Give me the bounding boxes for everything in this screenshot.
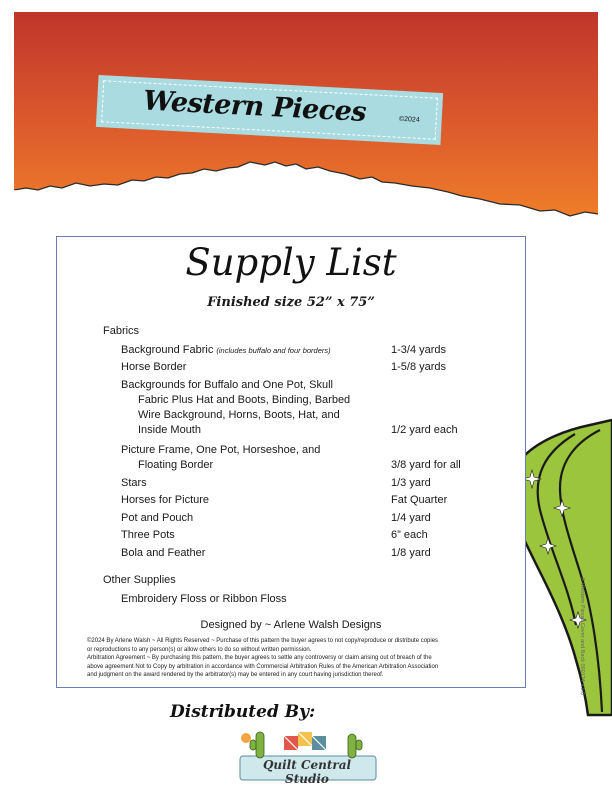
legal-line: or reproductions to any person(s) or allow others to do so without written permission. [87, 646, 312, 653]
item-name: Background Fabric [121, 344, 214, 356]
item-note: (includes buffalo and four borders) [216, 346, 331, 355]
legal-line: Arbitration Agreement ~ By purchasing this pattern, the buyer agrees to settle any controversy or claim arising out of breach of the [87, 655, 432, 661]
legal-line: above agreement Not to Copy by arbitration in accordance with Commercial Arbitration Rules of the American Arbitration Association [87, 663, 439, 670]
supply-row [121, 343, 511, 358]
item-amount: 1/8 yard [391, 547, 431, 559]
finished-size: Finished size 52” x 75” [207, 295, 375, 310]
item-amount: Fat Quarter [391, 494, 448, 506]
supply-card [56, 236, 526, 688]
item-name-continued: Inside Mouth [138, 424, 201, 436]
item-name: Backgrounds for Buffalo and One Pot, Skull [121, 379, 333, 391]
distributed-by-label: Distributed By: [170, 702, 316, 722]
supply-row [121, 378, 511, 438]
item-amount: 1/4 yard [391, 512, 431, 524]
supply-row [121, 528, 511, 543]
supply-row [121, 546, 511, 561]
supply-row [121, 493, 511, 508]
item-name-continued: Wire Background, Horns, Boots, Hat, and [138, 409, 340, 421]
item-name: Embroidery Floss or Ribbon Floss [121, 593, 287, 605]
item-name: Stars [121, 477, 147, 489]
supply-list-heading: Supply List [185, 241, 397, 284]
item-amount: 1-5/8 yards [391, 361, 447, 373]
supply-row [121, 511, 511, 526]
sun-icon [241, 733, 251, 743]
supply-row [121, 476, 511, 491]
item-name: Bola and Feather [121, 547, 206, 559]
logo-text: Quilt Central Studio [262, 758, 352, 786]
legal-notice [87, 637, 517, 680]
quilt-blocks-icon [284, 732, 326, 750]
section-label-fabrics: Fabrics [103, 325, 140, 337]
item-name: Horse Border [121, 361, 187, 373]
item-amount: 6” each [391, 529, 428, 541]
item-amount: 1/3 yard [391, 477, 431, 489]
supply-row [121, 360, 511, 375]
item-name-continued: Floating Border [138, 459, 214, 471]
supply-row [121, 592, 511, 607]
item-name: Horses for Picture [121, 494, 210, 506]
section-label-other-supplies: Other Supplies [103, 574, 176, 586]
legal-line: ©2024 By Arlene Walsh ~ All Rights Reserved ~ Purchase of this pattern the buyer agrees to not copy/reproduce or distribute copies [87, 638, 439, 644]
designer-credit: Designed by ~ Arlene Walsh Designs [200, 619, 382, 631]
item-amount: 1/2 yard each [391, 424, 458, 436]
item-name: Pot and Pouch [121, 512, 194, 524]
item-name-continued: Fabric Plus Hat and Boots, Binding, Barbed [138, 394, 351, 406]
file-version-note: F Western Pieces Cover and Back 050124 v.1.0 [579, 578, 585, 695]
pattern-title: Western Pieces [142, 85, 367, 129]
title-copyright: ©2024 [398, 115, 420, 124]
supply-row [121, 443, 511, 473]
item-amount: 3/8 yard for all [391, 459, 461, 471]
item-name: Picture Frame, One Pot, Horseshoe, and [121, 444, 321, 456]
item-name: Three Pots [121, 529, 175, 541]
legal-line: and judgment on the award rendered by the arbitrator(s) may be entered in any court having jurisdiction thereof. [87, 672, 384, 678]
item-amount: 1-3/4 yards [391, 344, 447, 356]
